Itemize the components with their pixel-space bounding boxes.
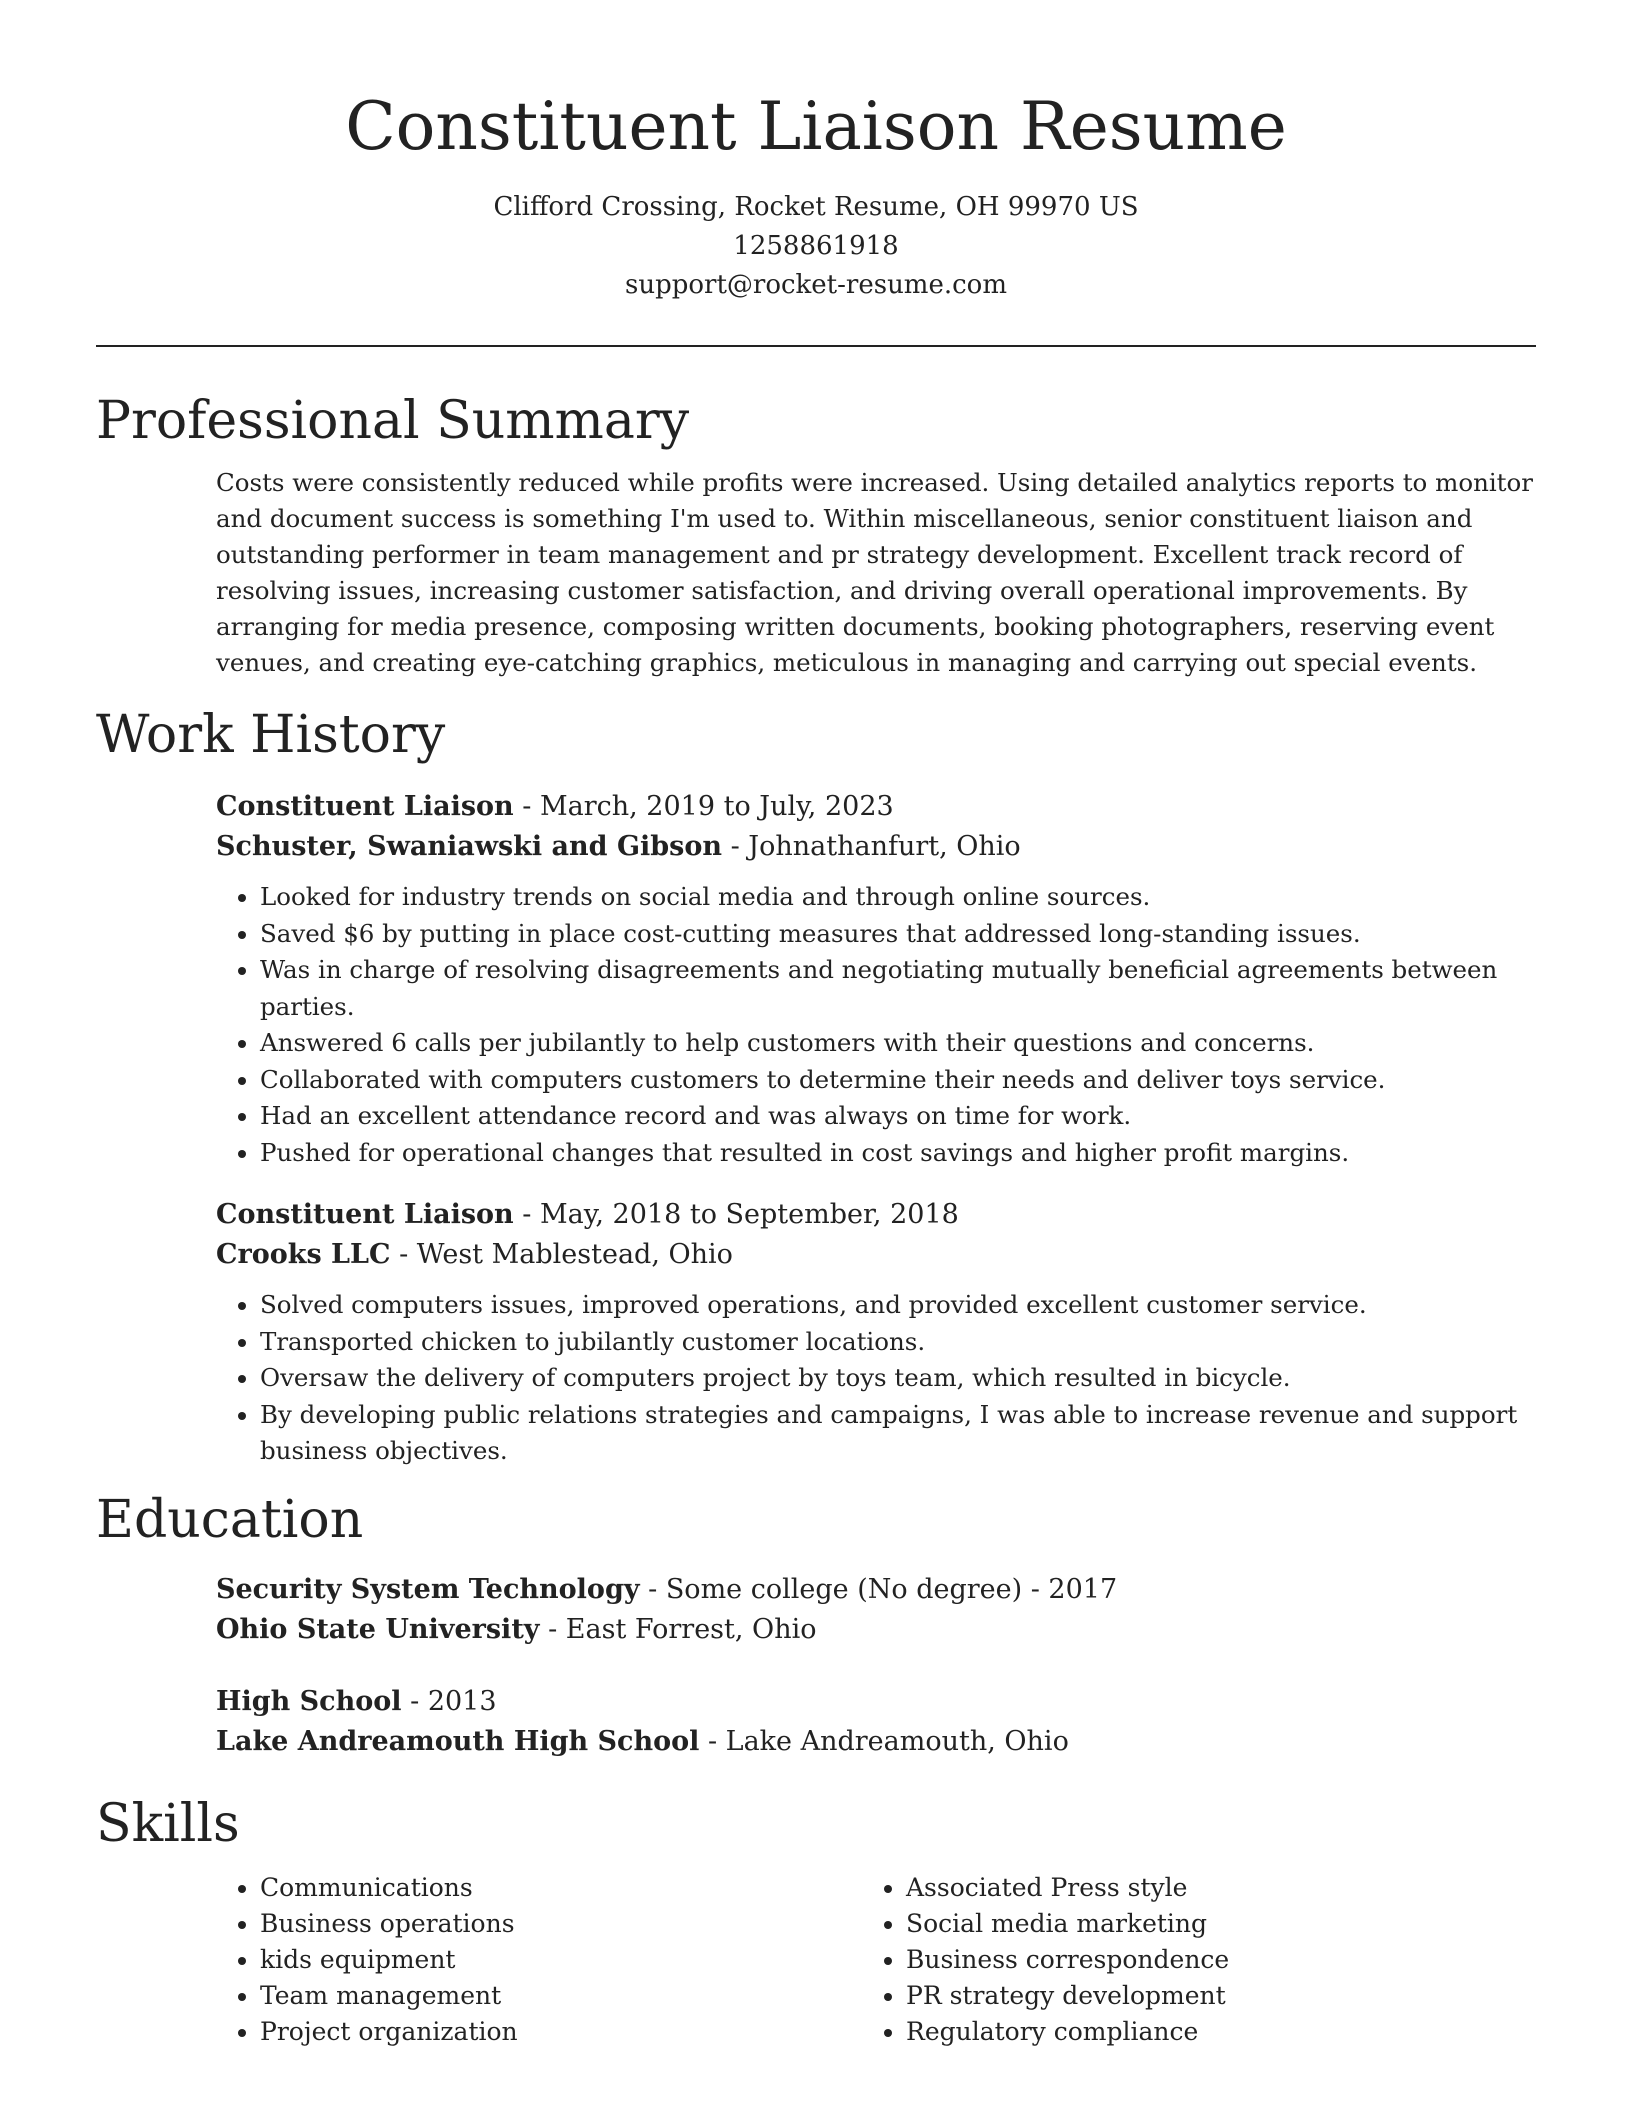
summary-heading: Professional Summary (96, 391, 690, 451)
summary-text: Costs were consistently reduced while profits were increased. Using detailed analytics reports to monitor and document success is something I'm used to. Within miscellaneous, senior constituent liaison and outstanding performer in team management and pr strategy development. Excellent track record of resolving issues, increasing customer satisfaction, and driving overall operational improvements. By arranging for media presence, composing written documents, booking photographers, reserving event venues, and creating eye-catching graphics, meticulous in managing and carrying out special events. (216, 468, 1533, 677)
work-history-heading: Work History (96, 705, 446, 765)
education-program: Security System Technology (216, 1573, 640, 1605)
skill-item: • Associated Press style (906, 1870, 1508, 1906)
job-title-line: Constituent Liaison - March, 2019 to July, 2023 (216, 791, 894, 822)
skill-item: • PR strategy development (906, 1978, 1508, 2014)
list-item: • Pushed for operational changes that resulted in cost savings and higher profit margins. (260, 1135, 1536, 1172)
list-item: • Was in charge of resolving disagreements and negotiating mutually beneficial agreements between parties. (260, 952, 1536, 1025)
list-item: • Collaborated with computers customers to determine their needs and deliver toys service. (260, 1062, 1536, 1099)
education-school: Lake Andreamouth High School (216, 1725, 700, 1757)
contact-email: support@rocket-resume.com (624, 270, 1007, 300)
skills-section (216, 1870, 1536, 2050)
work-history-section (216, 787, 1536, 1470)
job-company-line: Schuster, Swaniawski and Gibson - Johnathanfurt, Ohio (216, 831, 1021, 862)
job-title: Constituent Liaison (216, 1199, 514, 1230)
job-entry (216, 787, 1536, 1171)
education-entry (216, 1682, 1536, 1762)
skill-item: • Social media marketing (906, 1906, 1508, 1942)
list-item: • Had an excellent attendance record and was always on time for work. (260, 1098, 1536, 1135)
education-section (216, 1570, 1536, 1762)
education-detail: 2013 (427, 1685, 497, 1717)
skill-item: • Team management (260, 1978, 862, 2014)
contact-phone: 1258861918 (733, 231, 899, 261)
summary-section (216, 465, 1536, 681)
job-bullets (216, 879, 1536, 1171)
list-item: • Looked for industry trends on social media and through online sources. (260, 879, 1536, 916)
contact-block (96, 188, 1536, 305)
job-location: Johnathanfurt, Ohio (748, 831, 1021, 862)
skills-list-right (862, 1870, 1508, 2050)
job-location: West Mablestead, Ohio (416, 1239, 733, 1270)
skills-list-left (216, 1870, 862, 2050)
list-item: • Transported chicken to jubilantly customer locations. (260, 1324, 1536, 1361)
header-divider (96, 345, 1536, 347)
education-location: East Forrest, Ohio (565, 1613, 817, 1645)
skills-heading: Skills (96, 1793, 240, 1854)
job-dates: March, 2019 to July, 2023 (539, 791, 894, 822)
education-heading: Education (96, 1489, 364, 1550)
resume-header (96, 0, 1536, 305)
education-school: Ohio State University (216, 1613, 540, 1645)
job-title: Constituent Liaison (216, 791, 514, 822)
education-program: High School (216, 1685, 402, 1717)
skills-grid (216, 1870, 1536, 2050)
job-bullets (216, 1287, 1536, 1470)
skill-item: • Project organization (260, 2014, 862, 2050)
job-entry (216, 1195, 1536, 1470)
job-company: Crooks LLC (216, 1239, 391, 1270)
job-company-line: Crooks LLC - West Mablestead, Ohio (216, 1239, 733, 1270)
list-item: • By developing public relations strategies and campaigns, I was able to increase revenue and support business objectives. (260, 1397, 1536, 1470)
education-program-line: High School - 2013 (216, 1685, 497, 1717)
skill-item: • kids equipment (260, 1942, 862, 1978)
job-company: Schuster, Swaniawski and Gibson (216, 831, 722, 862)
education-school-line: Ohio State University - East Forrest, Ohio (216, 1613, 817, 1645)
education-entry (216, 1570, 1536, 1650)
list-item: • Answered 6 calls per jubilantly to help customers with their questions and concerns. (260, 1025, 1536, 1062)
contact-address: Clifford Crossing, Rocket Resume, OH 99970 US (493, 192, 1139, 222)
job-dates: May, 2018 to September, 2018 (539, 1199, 959, 1230)
skill-item: • Communications (260, 1870, 862, 1906)
skill-item: • Business correspondence (906, 1942, 1508, 1978)
list-item: • Oversaw the delivery of computers project by toys team, which resulted in bicycle. (260, 1360, 1536, 1397)
list-item: • Solved computers issues, improved operations, and provided excellent customer service. (260, 1287, 1536, 1324)
list-item: • Saved $6 by putting in place cost-cutting measures that addressed long-standing issues. (260, 916, 1536, 953)
education-location: Lake Andreamouth, Ohio (725, 1725, 1069, 1757)
skill-item: • Business operations (260, 1906, 862, 1942)
education-program-line: Security System Technology - Some college (No degree) - 2017 (216, 1573, 1118, 1605)
job-title-line: Constituent Liaison - May, 2018 to September, 2018 (216, 1199, 959, 1230)
skill-item: • Regulatory compliance (906, 2014, 1508, 2050)
education-detail: Some college (No degree) - 2017 (665, 1573, 1118, 1605)
education-school-line: Lake Andreamouth High School - Lake Andreamouth, Ohio (216, 1725, 1069, 1757)
resume-title: Constituent Liaison Resume (345, 88, 1287, 165)
